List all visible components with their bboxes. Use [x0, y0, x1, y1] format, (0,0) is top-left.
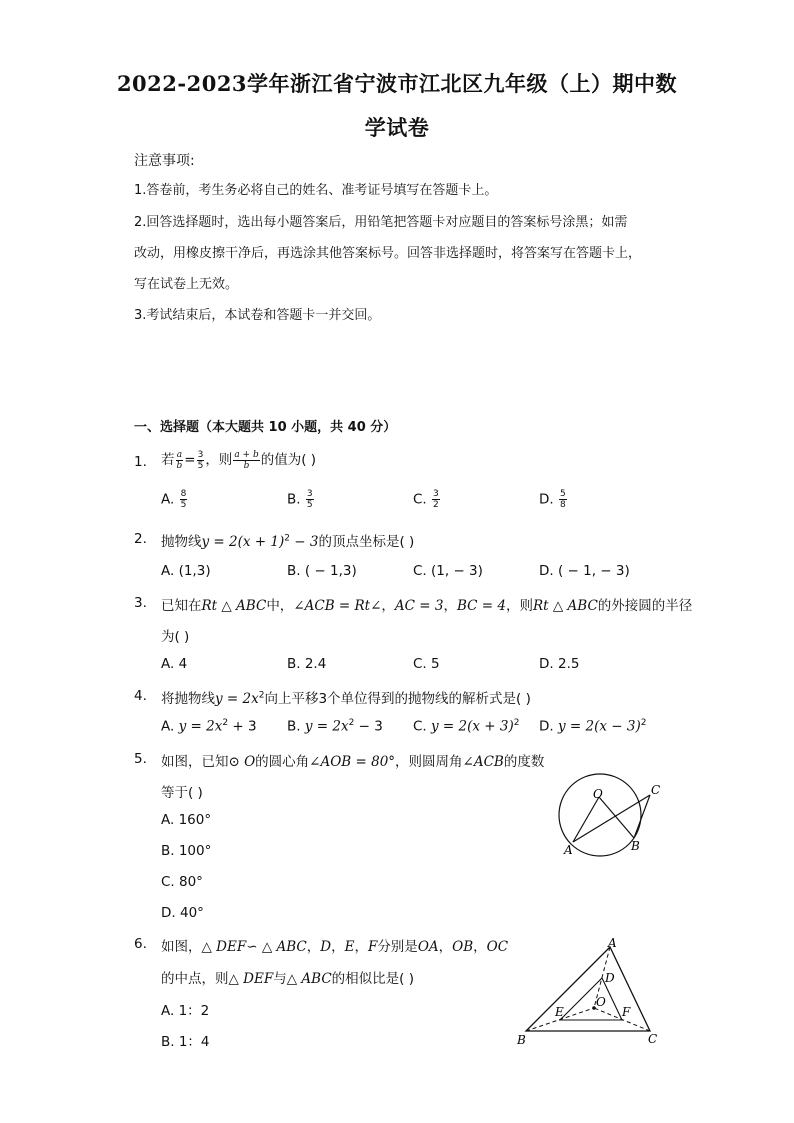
- page-title-line1: 2022-2023学年浙江省宁波市江北区九年级（上）期中数: [116, 71, 678, 96]
- question-number: 1.: [134, 454, 147, 470]
- option-d: D. 40°: [161, 905, 204, 921]
- superscript: 2: [258, 690, 265, 701]
- math-expression: y = 2x: [215, 691, 259, 707]
- notice-item-2-cont: 改动，用橡皮擦干净后，再选涂其他答案标号。回答非选择题时，将答案写在答题卡上，: [134, 246, 642, 261]
- superscript: 2: [348, 718, 355, 728]
- math-expression: BC = 4: [456, 598, 506, 614]
- label-b: B: [517, 1033, 526, 1047]
- label-c: C: [648, 1032, 658, 1046]
- question-3-stem: [161, 594, 692, 614]
- question-1-stem: [161, 448, 316, 471]
- option-b: [287, 718, 383, 735]
- question-2-stem: [161, 530, 414, 550]
- label-a: A: [608, 936, 617, 950]
- option-d: [539, 489, 568, 510]
- numerator: a: [176, 449, 183, 460]
- q5-text: 的圆心角: [255, 754, 310, 770]
- option-a: [161, 489, 188, 510]
- option-b: B. 2.4: [287, 656, 327, 672]
- q4-text: 向上平移3个单位得到的抛物线的解析式是( ): [264, 691, 531, 707]
- q5-text: 如图，已知: [161, 754, 229, 770]
- label-o: O: [593, 787, 603, 801]
- math-expression: y = 2x: [178, 718, 223, 735]
- math-expression: F: [367, 939, 378, 955]
- fraction: [197, 450, 205, 471]
- option-a: [161, 718, 257, 735]
- q6-text: ，: [473, 939, 487, 955]
- segment-ac: [573, 795, 650, 842]
- math-expression: OB: [452, 939, 474, 955]
- question-number: 5.: [134, 751, 147, 767]
- math-expression: + 3: [228, 718, 257, 735]
- question-5-stem-cont: 等于( ): [161, 785, 203, 801]
- denominator: 2: [433, 500, 439, 510]
- math-expression: ⊙ O: [228, 754, 256, 770]
- math-expression: OA: [417, 939, 439, 955]
- question-6-stem: [161, 935, 508, 955]
- denominator: b: [243, 460, 250, 471]
- notice-item-2-end: 写在试卷上无效。: [134, 277, 239, 292]
- denominator: b: [176, 460, 183, 471]
- numerator: 5: [559, 489, 566, 499]
- superscript: 2: [222, 718, 229, 728]
- triangle-figure: [512, 935, 672, 1051]
- superscript: 2: [640, 718, 647, 728]
- label-d: D: [605, 971, 615, 985]
- option-label: B.: [287, 491, 301, 508]
- option-b: B. 1：4: [161, 1034, 210, 1050]
- notice-item-2: 2.回答选择题时，选出每小题答案后，用铅笔把答题卡对应题目的答案标号涂黑；如需: [134, 215, 628, 230]
- fraction: [306, 489, 314, 510]
- math-expression: ∠ACB: [462, 754, 504, 770]
- q6-text: ，: [306, 939, 321, 955]
- fraction: [432, 489, 440, 510]
- q6-text: 与: [273, 971, 287, 987]
- question-3-stem-cont: 为( ): [161, 629, 190, 645]
- q6-text: 的相似比是( ): [331, 971, 414, 987]
- label-o: O: [596, 995, 606, 1009]
- numerator: 8: [180, 489, 187, 499]
- math-expression: y = 2(x + 3): [431, 718, 514, 735]
- option-a: A. 1：2: [161, 1003, 210, 1019]
- denominator: 5: [180, 500, 187, 510]
- notice-heading: 注意事项:: [134, 153, 195, 169]
- notice-item-3: 3.考试结束后，本试卷和答题卡一并交回。: [134, 308, 381, 323]
- option-d: D. ( − 1, − 3): [539, 563, 630, 579]
- fraction: [176, 450, 184, 471]
- math-expression: OC: [486, 939, 509, 955]
- numerator: a + b: [234, 449, 259, 460]
- question-number: 3.: [134, 595, 147, 611]
- math-expression: ∠AOB = 80°: [309, 754, 396, 770]
- fraction: [559, 489, 567, 510]
- q2-text: 抛物线: [161, 534, 202, 550]
- q3-text: 的外接圆的半径: [597, 598, 693, 614]
- math-expression: y = 2(x − 3): [557, 718, 641, 735]
- option-label: A.: [161, 491, 175, 508]
- option-a: A. 160°: [161, 812, 212, 828]
- option-c: C. 80°: [161, 874, 203, 890]
- q3-text: ，则: [505, 598, 533, 614]
- option-d: D. 2.5: [539, 656, 580, 672]
- math-expression: E: [344, 939, 355, 955]
- q5-text: ，则圆周角: [395, 754, 463, 770]
- q1-text: 的值为( ): [260, 452, 317, 468]
- q2-text: 的顶点坐标是( ): [318, 534, 415, 550]
- q6-text: 分别是: [377, 939, 418, 955]
- label-a: A: [564, 843, 573, 857]
- denominator: 5: [306, 500, 313, 510]
- numerator: 3: [306, 489, 313, 499]
- math-expression: − 3: [354, 718, 383, 735]
- question-6-stem-cont: [161, 967, 414, 987]
- question-5-stem: [161, 750, 544, 770]
- math-expression: y = 2(x + 1): [201, 534, 285, 550]
- question-number: 4.: [134, 688, 147, 704]
- option-d: [539, 718, 646, 735]
- q6-text: ，: [438, 939, 453, 955]
- math-expression: Rt △ ABC: [532, 598, 598, 614]
- math-expression: Rt △ ABC: [201, 598, 267, 614]
- q3-text: ，: [443, 598, 457, 614]
- q6-text: ，: [354, 939, 368, 955]
- q6-text: ，: [331, 939, 345, 955]
- segment-ob: [599, 797, 634, 838]
- notice-item-1: 1.答卷前，考生务必将自己的姓名、准考证号填写在答题卡上。: [134, 183, 498, 198]
- option-b: B. 100°: [161, 843, 212, 859]
- option-c: C. 5: [413, 656, 440, 672]
- circle-figure: [540, 770, 670, 860]
- fraction: [180, 489, 188, 510]
- option-label: D.: [539, 718, 554, 735]
- label-e: E: [555, 1005, 564, 1019]
- q3-text: ，: [381, 598, 395, 614]
- segment-oa: [573, 797, 599, 842]
- page-title-line2: 学试卷: [364, 115, 430, 140]
- math-expression: − 3: [289, 534, 319, 550]
- math-expression: y = 2x: [304, 718, 349, 735]
- option-a: A. (1,3): [161, 563, 211, 579]
- option-label: C.: [413, 491, 427, 508]
- math-expression: D: [320, 939, 332, 955]
- q3-text: 已知在: [161, 598, 202, 614]
- math-expression: AC = 3: [394, 598, 444, 614]
- q4-text: 将抛物线: [161, 691, 215, 707]
- q1-text: 若: [161, 452, 175, 468]
- q6-text: 如图，: [161, 939, 202, 955]
- option-b: [287, 489, 315, 510]
- option-c: C. (1, − 3): [413, 563, 483, 579]
- label-b: B: [631, 839, 640, 853]
- math-expression: △ DEF∽ △ ABC: [201, 939, 307, 955]
- numerator: 3: [433, 489, 439, 499]
- label-f: F: [622, 1005, 631, 1019]
- option-c: [413, 489, 441, 510]
- option-label: C.: [413, 718, 427, 735]
- denominator: 5: [197, 460, 204, 471]
- equals-sign: =: [184, 452, 196, 468]
- triangle-abc: [526, 947, 650, 1031]
- q1-text: ，则: [205, 452, 233, 468]
- q3-text: 中，: [266, 598, 294, 614]
- option-label: D.: [539, 491, 554, 508]
- option-c: [413, 718, 520, 735]
- option-label: A.: [161, 718, 175, 735]
- question-number: 6.: [134, 936, 147, 952]
- superscript: 2: [513, 718, 520, 728]
- question-number: 2.: [134, 531, 147, 547]
- fraction: [233, 450, 259, 471]
- section-heading: 一、选择题（本大题共 10 小题，共 40 分）: [134, 420, 397, 435]
- math-expression: △ ABC: [286, 971, 332, 987]
- option-a: A. 4: [161, 656, 188, 672]
- option-label: B.: [287, 718, 301, 735]
- q6-text: 的中点，则: [161, 971, 229, 987]
- option-b: B. ( − 1,3): [287, 563, 357, 579]
- math-expression: ∠ACB = Rt∠: [293, 598, 382, 614]
- segment-bc: [634, 795, 650, 838]
- numerator: 3: [197, 449, 204, 460]
- question-4-stem: [161, 687, 531, 707]
- math-expression: △ DEF: [228, 971, 274, 987]
- superscript: 2: [284, 533, 290, 544]
- denominator: 8: [559, 500, 566, 510]
- q5-text: 的度数: [503, 754, 545, 770]
- label-c: C: [651, 783, 661, 797]
